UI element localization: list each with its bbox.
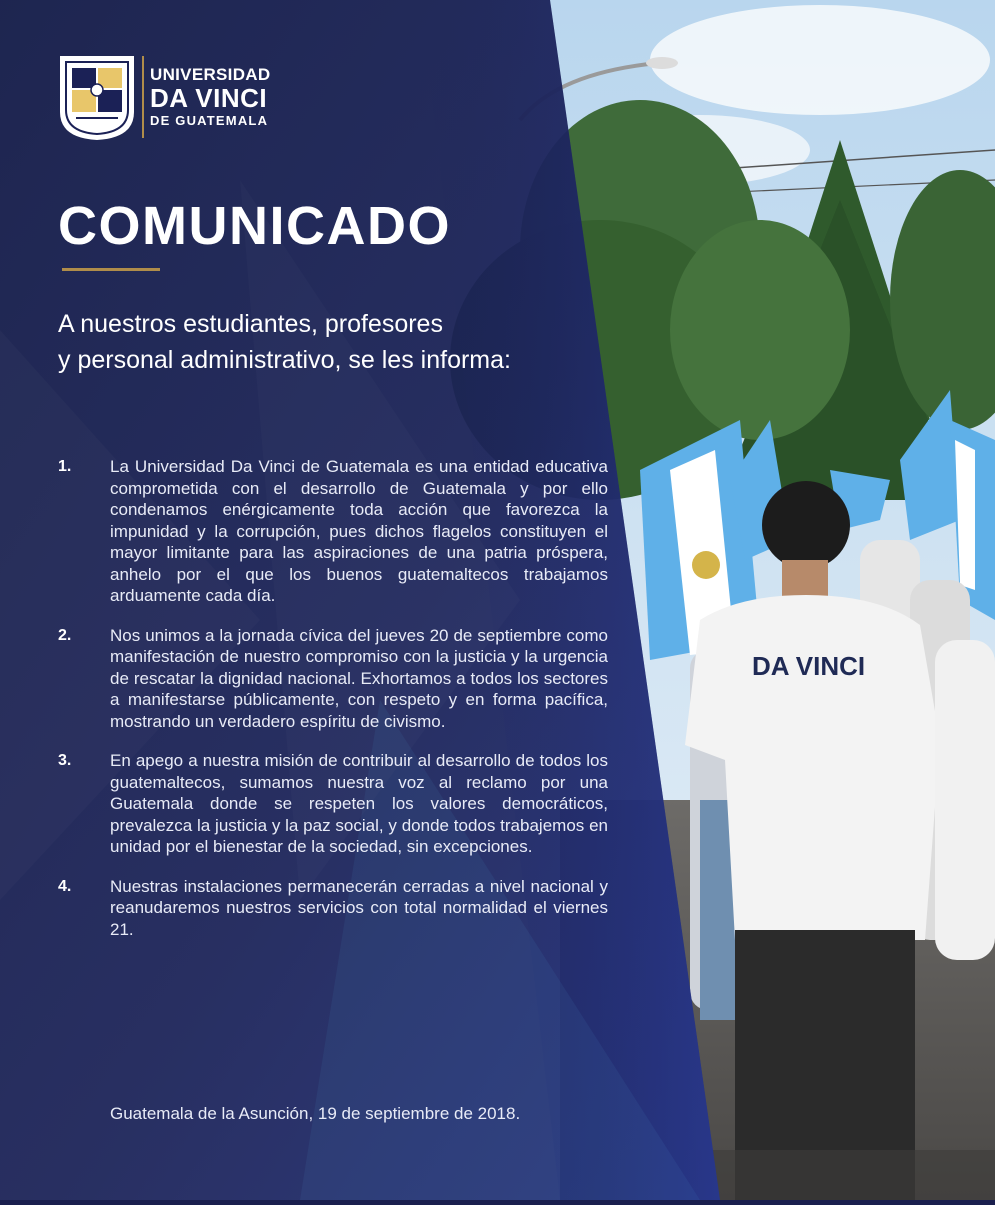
page-title: COMUNICADO [58,196,451,256]
statement-item [58,625,618,733]
statement-text: En apego a nuestra misión de contribuir al desarrollo de todos los guatemaltecos, sumamos nuestra voz al reclamo por una Guatemala donde se respeten los valores democráticos, prevalezca la justicia y la paz social, y donde todos trabajemos en unidad por el bienestar de la sociedad, sin excepciones. [110,751,608,856]
logo-line-3: DE GUATEMALA [150,113,269,128]
statement-text: Nuestras instalaciones permanecerán cerradas a nivel nacional y reanudaremos nuestros servicios con total normalidad el viernes 21. [110,876,608,939]
statement-text: Nos unimos a la jornada cívica del jueves 20 de septiembre como manifestación de nuestro compromiso con la justicia y la urgencia de rescatar la dignidad nacional. Exhortamos a todos los sectores a manifestarse públicamente, con respeto y en forma pacífica, mostrando un verdadero espíritu de civismo. [110,625,608,731]
statement-number: 3. [58,752,72,769]
intro-text [58,306,578,378]
statement-number: 2. [58,626,72,644]
intro-line-2: y personal administrativo, se les informa: [58,346,511,374]
intro-line-1: A nuestros estudiantes, profesores [58,310,443,338]
statement-list [58,456,618,958]
university-seal-icon [58,54,136,142]
place-date-signature: Guatemala de la Asunción, 19 de septiembre de 2018. [110,1104,521,1123]
logo-divider [142,56,144,138]
statement-item [58,876,618,941]
title-underline [62,268,160,271]
statement-item [58,750,618,858]
shirt-text: DA VINCI [752,651,866,681]
statement-item [58,456,618,607]
logo-line-1: UNIVERSIDAD [150,65,271,84]
statement-number: 4. [58,877,72,895]
university-logo [58,54,278,144]
statement-text: La Universidad Da Vinci de Guatemala es una entidad educativa comprometida con el desarrollo de Guatemala y por ello condenamos enérgicamente toda acción que favorezca la impunidad y la corrupción, pues dichos flagelos constituyen el mayor limitante para las aspiraciones de una patria próspera, anhelo por el que los buenos guatemaltecos trabajamos arduamente cada día. [110,457,608,605]
logo-line-2: DA VINCI [150,83,268,113]
statement-number: 1. [58,458,72,475]
